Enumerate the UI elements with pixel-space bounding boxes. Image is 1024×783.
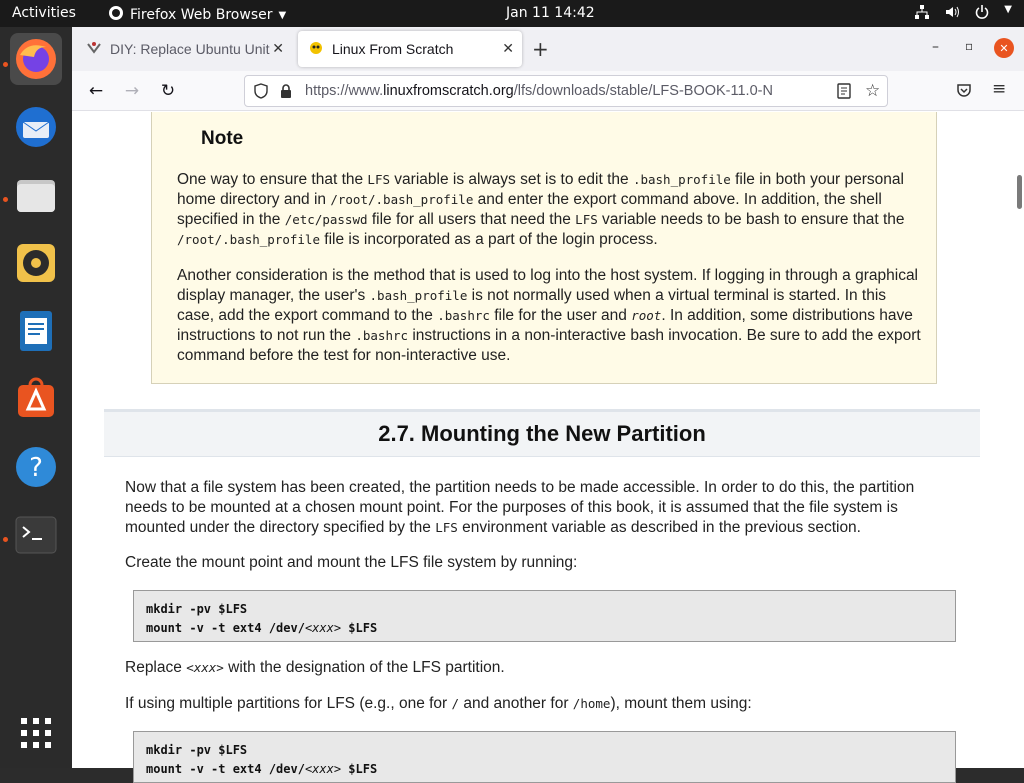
tab-label: Linux From Scratch bbox=[332, 41, 454, 57]
new-tab-icon[interactable]: + bbox=[532, 37, 549, 61]
code-line: mkdir -pv $LFS bbox=[146, 602, 248, 616]
code-block-1[interactable] bbox=[133, 590, 956, 642]
tab-favicon-icon bbox=[308, 40, 324, 59]
note-box bbox=[151, 112, 937, 384]
app-menu[interactable] bbox=[108, 5, 286, 25]
section-paragraph-2: Create the mount point and mount the LFS file system by running: bbox=[125, 554, 578, 571]
running-indicator bbox=[3, 62, 8, 67]
navigation-toolbar bbox=[72, 71, 1024, 111]
firefox-small-icon bbox=[108, 5, 124, 25]
code-line: mount -v -t ext4 /dev/<xxx> $LFS bbox=[146, 762, 378, 776]
section-paragraph-1: Now that a file system has been created, the partition needs to be made accessible. In order to do this, the partition needs to be mounted at a chosen mount point. For the purposes of this book, it is assumed that the file system is mounted under the directory specified by the LFS environment variable as described in the previous section. bbox=[125, 479, 915, 536]
tracking-protection-shield-icon[interactable] bbox=[253, 83, 269, 103]
maximize-icon[interactable]: ▫ bbox=[965, 39, 974, 53]
url-text[interactable]: https://www.linuxfromscratch.org/lfs/downloads/stable/LFS-BOOK-11.0-N bbox=[305, 83, 773, 99]
firefox-window bbox=[72, 27, 1024, 776]
help-dock-icon[interactable] bbox=[10, 441, 62, 493]
back-icon[interactable]: ← bbox=[88, 81, 104, 101]
section-paragraph-4: If using multiple partitions for LFS (e.g., one for / and another for /home), mount them using: bbox=[125, 695, 752, 712]
power-icon bbox=[974, 4, 990, 20]
close-tab-icon[interactable]: ✕ bbox=[502, 40, 514, 56]
url-bar[interactable] bbox=[244, 75, 888, 107]
bookmark-star-icon[interactable]: ☆ bbox=[865, 81, 881, 100]
gnome-top-bar bbox=[0, 0, 1024, 27]
window-close-icon[interactable]: ✕ bbox=[994, 38, 1014, 58]
scrollbar-thumb[interactable] bbox=[1017, 175, 1022, 209]
tab-diy-replace-ubuntu[interactable] bbox=[76, 31, 292, 67]
volume-icon bbox=[944, 4, 960, 20]
note-title: Note bbox=[201, 128, 244, 149]
section-header bbox=[104, 409, 980, 457]
page-content bbox=[72, 112, 1024, 776]
hamburger-menu-icon[interactable]: ≡ bbox=[992, 79, 1007, 99]
running-indicator bbox=[3, 537, 8, 542]
files-dock-icon[interactable] bbox=[10, 169, 62, 221]
minimize-icon[interactable]: – bbox=[932, 39, 939, 55]
note-paragraph-2: Another consideration is the method that is used to log into the host system. If logging in through a graphical display manager, the user's .bash_profile is not normally used when a virtual terminal is started. In this case, add the export command to the .bashrc file for the user and root. In addition, some distributions have instructions to not run the .bashrc instructions in a non-interactive bash invocation. Be sure to add the export command before the test for non-interactive use. bbox=[177, 267, 921, 364]
thunderbird-dock-icon[interactable] bbox=[10, 101, 62, 153]
svg-text:?: ? bbox=[29, 453, 43, 483]
clock[interactable]: Jan 11 14:42 bbox=[506, 5, 595, 21]
section-paragraph-3: Replace <xxx> with the designation of the LFS partition. bbox=[125, 659, 505, 676]
code-block-2[interactable] bbox=[133, 731, 956, 783]
rhythmbox-dock-icon[interactable] bbox=[10, 237, 62, 289]
chevron-down-icon: ▼ bbox=[278, 9, 287, 21]
pocket-icon[interactable] bbox=[956, 82, 972, 102]
software-dock-icon[interactable] bbox=[10, 373, 62, 425]
reload-icon[interactable]: ↻ bbox=[160, 81, 176, 101]
running-indicator bbox=[3, 197, 8, 202]
tab-bar bbox=[72, 27, 1024, 71]
tab-label: DIY: Replace Ubuntu Unit bbox=[110, 41, 270, 57]
system-tray[interactable] bbox=[914, 4, 1012, 20]
app-grid-icon[interactable] bbox=[10, 707, 62, 759]
close-tab-icon[interactable]: ✕ bbox=[272, 40, 284, 56]
terminal-dock-icon[interactable] bbox=[10, 509, 62, 561]
chevron-down-icon: ▼ bbox=[1004, 4, 1012, 15]
tab-favicon-icon bbox=[86, 40, 102, 59]
network-icon bbox=[914, 4, 930, 20]
section-title: 2.7. Mounting the New Partition bbox=[378, 421, 706, 446]
tab-linux-from-scratch[interactable] bbox=[298, 31, 522, 67]
activities-button[interactable]: Activities bbox=[12, 5, 76, 21]
reader-view-icon[interactable] bbox=[837, 83, 851, 103]
firefox-dock-icon[interactable] bbox=[10, 33, 62, 85]
code-line: mount -v -t ext4 /dev/<xxx> $LFS bbox=[146, 621, 378, 635]
code-line: mkdir -pv $LFS bbox=[146, 743, 248, 757]
app-menu-label: Firefox Web Browser bbox=[130, 7, 273, 23]
forward-icon[interactable]: → bbox=[124, 81, 140, 101]
note-paragraph-1: One way to ensure that the LFS variable is always set is to edit the .bash_profile file in both your personal home directory and in /root/.bash_profile and enter the export command above. In addition, the shell specified in the /etc/passwd file for all users that need the LFS variable needs to be bash to ensure that the /root/.bash_profile file is incorporated as a part of the login process. bbox=[177, 171, 905, 248]
lock-icon[interactable] bbox=[279, 83, 293, 103]
dock bbox=[0, 27, 72, 768]
libreoffice-writer-dock-icon[interactable] bbox=[10, 305, 62, 357]
